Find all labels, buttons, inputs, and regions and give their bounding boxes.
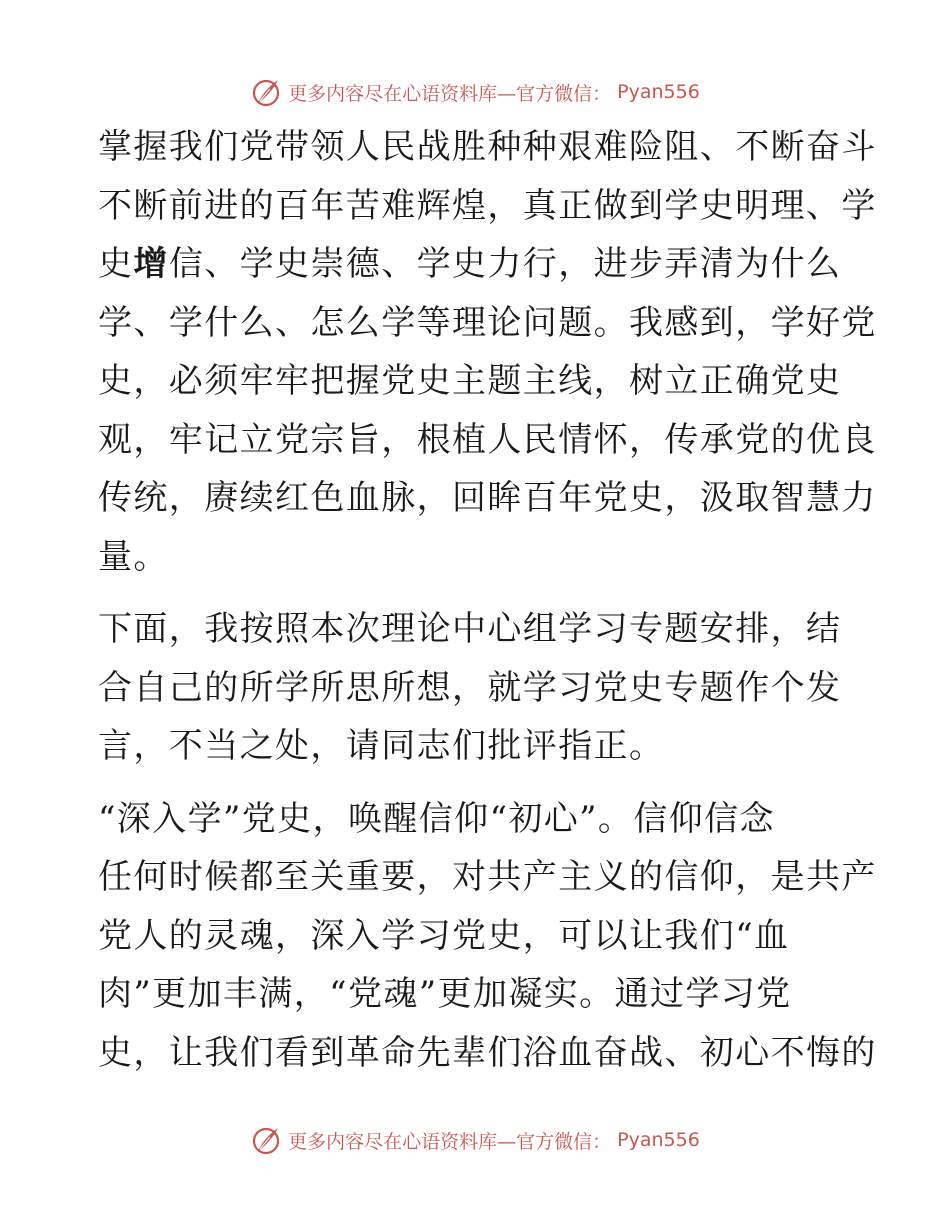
- text-line: 言，不当之处，请同志们批评指正。: [98, 726, 665, 766]
- document-body: [98, 118, 877, 1096]
- text-line: 下面，我按照本次理论中心组学习专题安排，结: [98, 609, 842, 649]
- text-segment: 史: [98, 244, 134, 284]
- text-segment: 信、学史崇德、学史力行，进步弄清为什么: [168, 244, 842, 284]
- text-line: 传统，赓续红色血脉，回眸百年党史，汲取智慧力: [98, 478, 877, 518]
- paragraph-2: [98, 600, 858, 776]
- header-watermark: [0, 72, 950, 112]
- watermark-text: 更多内容尽在心语资料库—官方微信：: [288, 1130, 612, 1153]
- text-line: 合自己的所学所思所想，就学习党史专题作个发: [98, 667, 842, 708]
- text-line: 量。: [98, 536, 169, 577]
- text-line: 不断前进的百年苦难辉煌，真正做到学史明理、学: [98, 185, 877, 226]
- watermark-account: Pyan556: [617, 81, 700, 103]
- footer-watermark: [0, 1120, 950, 1160]
- text-line: 任何时候都至关重要，对共产主义的信仰，是共产: [98, 857, 877, 897]
- emphasized-char: 增: [133, 244, 169, 284]
- text-line: “深入学”党史，唤醒信仰“初心”。信仰信念: [98, 798, 775, 839]
- paragraph-3: [98, 790, 877, 1083]
- quill-pen-logo-icon: [250, 1124, 282, 1156]
- text-line: 肉”更加丰满，“党魂”更加凝实。通过学习党: [98, 974, 792, 1014]
- text-line: 掌握我们党带领人民战胜种种艰难险阻、不断奋斗: [98, 127, 877, 167]
- text-line: [98, 235, 858, 294]
- quill-pen-logo-icon: [250, 76, 282, 108]
- text-line: 史，让我们看到革命先辈们浴血奋战、初心不悔的: [98, 1032, 877, 1073]
- text-line: 史，必须牢牢把握党史主题主线，树立正确党史: [98, 361, 842, 401]
- watermark-account: Pyan556: [617, 1129, 700, 1151]
- text-line: 党人的灵魂，深入学习党史，可以让我们“血: [98, 915, 790, 956]
- text-line: 观，牢记立党宗旨，根植人民情怀，传承党的优良: [98, 419, 877, 460]
- watermark-text: 更多内容尽在心语资料库—官方微信：: [288, 82, 612, 105]
- text-line: 学、学什么、怎么学等理论问题。我感到，学好党: [98, 302, 877, 343]
- paragraph-1: [98, 118, 877, 586]
